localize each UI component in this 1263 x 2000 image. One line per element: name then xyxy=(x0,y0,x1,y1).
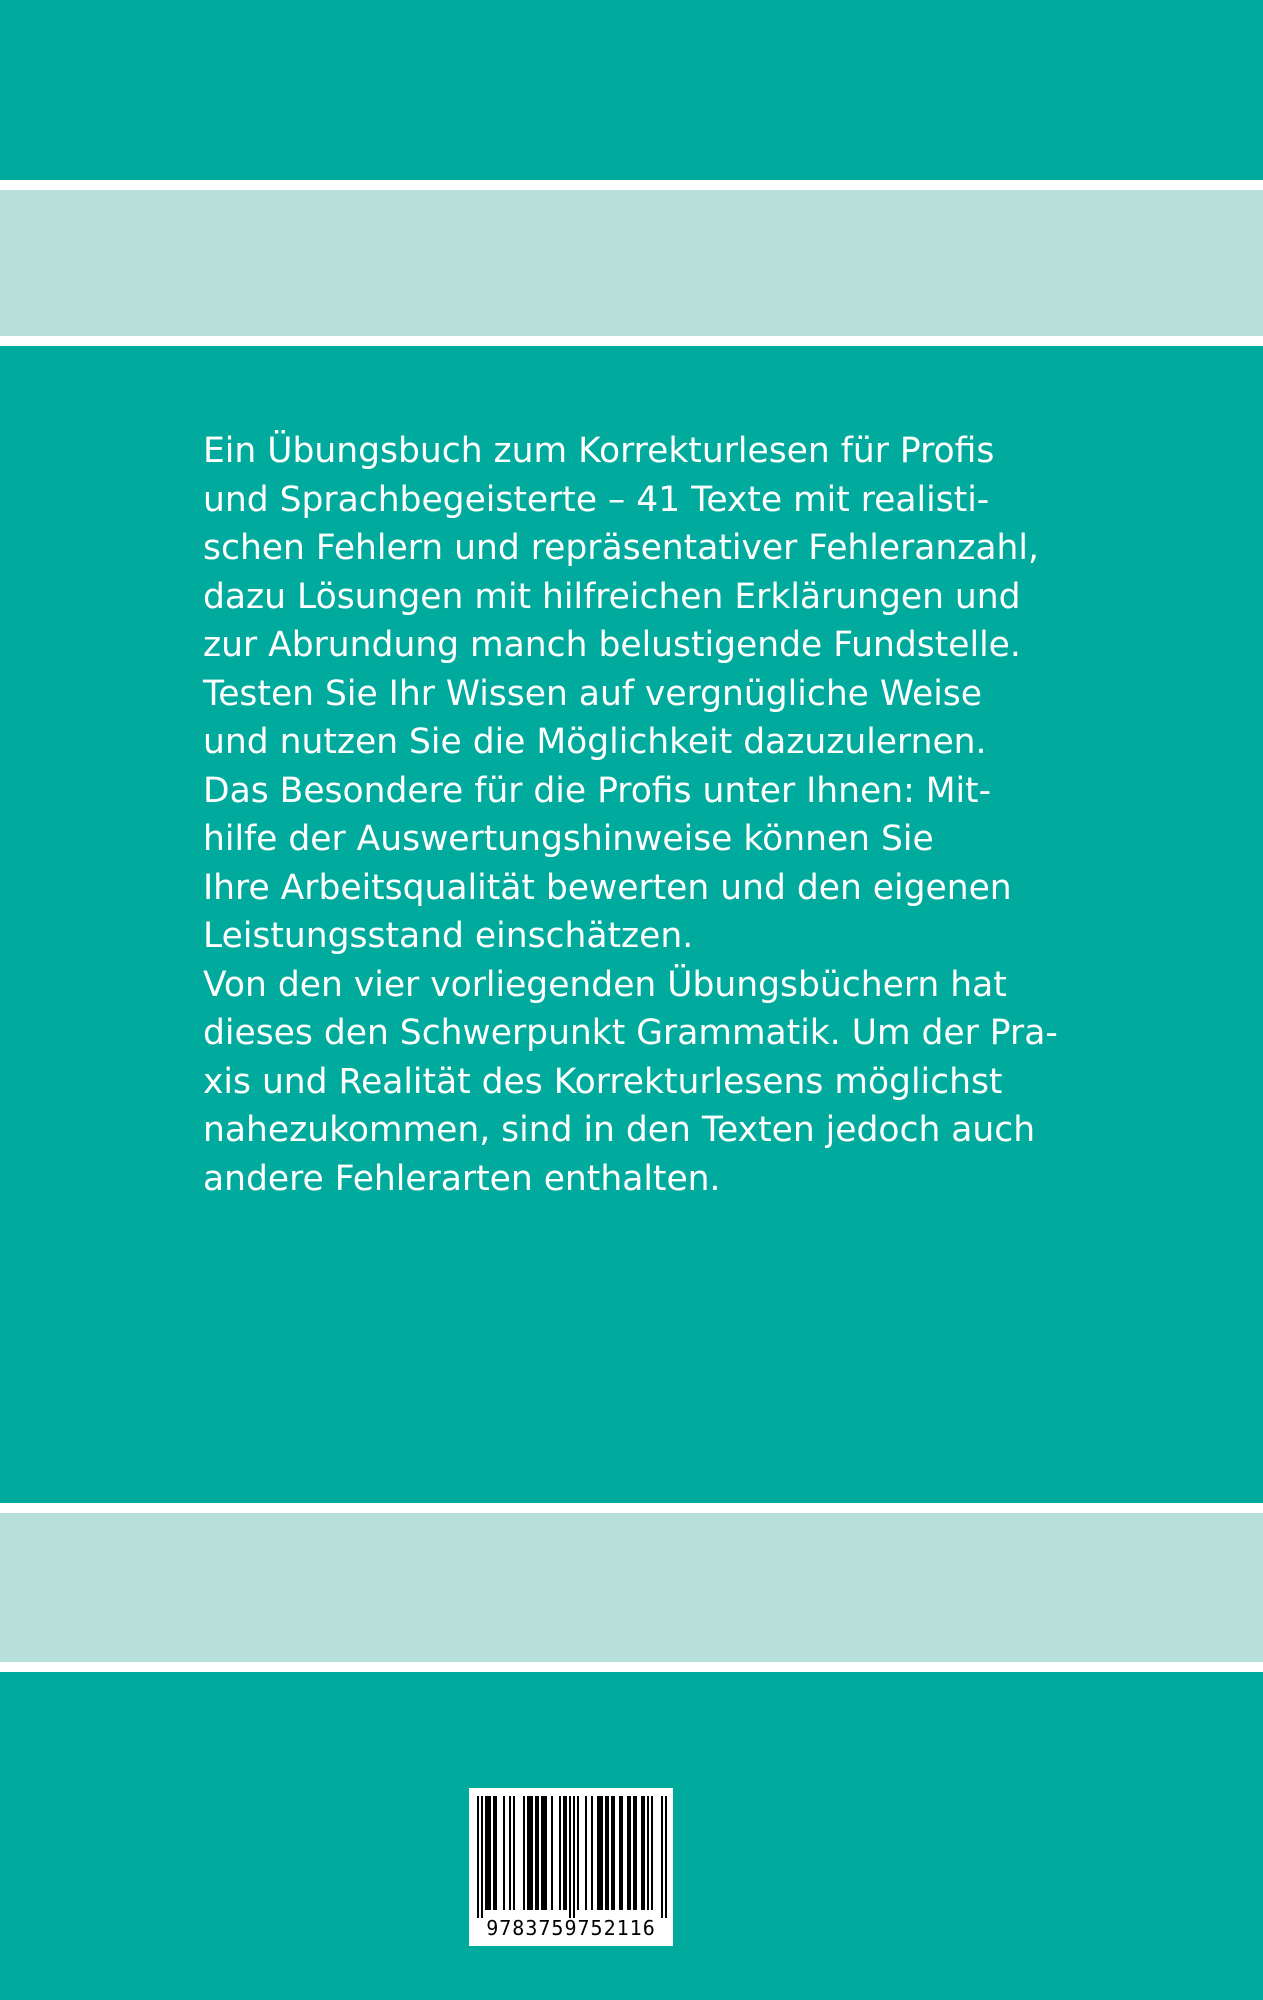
blurb-line: Testen Sie Ihr Wissen auf vergnügliche Weise xyxy=(203,673,982,714)
barcode-bar xyxy=(535,1796,537,1910)
blurb-line: Von den vier vorliegenden Übungsbüchern hat xyxy=(203,964,1007,1005)
barcode-bar xyxy=(495,1796,497,1910)
blurb-line: und Sprachbegeisterte – 41 Texte mit realisti- xyxy=(203,479,990,520)
barcode-bar xyxy=(611,1796,613,1910)
blurb-line: Leistungsstand einschätzen. xyxy=(203,916,694,956)
barcode-bars xyxy=(469,1788,673,1918)
blurb-line: andere Fehlerarten enthalten. xyxy=(203,1158,721,1199)
blurb-line: Das Besondere für die Profis unter Ihnen: Mit- xyxy=(203,770,992,811)
blurb-line: und nutzen Sie die Möglichkeit dazuzulernen. xyxy=(203,722,987,762)
barcode-bar xyxy=(635,1796,637,1910)
barcode-bar xyxy=(477,1796,479,1918)
barcode-bar xyxy=(607,1796,609,1910)
barcode-bar xyxy=(577,1796,579,1910)
bottom-band-white-lower xyxy=(0,1662,1263,1672)
barcode-bar xyxy=(585,1796,587,1910)
barcode-bar xyxy=(531,1796,533,1910)
blurb-line: Ihre Arbeitsqualität bewerten und den eigenen xyxy=(203,867,1012,908)
blurb-line: xis und Realität des Korrekturlesens möglichst xyxy=(203,1061,1003,1102)
top-band-light xyxy=(0,190,1263,336)
barcode-bar xyxy=(619,1796,621,1910)
blurb-line: Ein Übungsbuch zum Korrekturlesen für Profis xyxy=(203,431,995,471)
barcode-bar xyxy=(537,1796,539,1910)
barcode-bar xyxy=(621,1796,623,1910)
barcode-bar xyxy=(489,1796,491,1910)
barcode-bar xyxy=(545,1796,547,1910)
blurb-line: schen Fehlern und repräsentativer Fehleranzahl, xyxy=(203,528,1039,568)
barcode-bar xyxy=(529,1796,531,1910)
barcode-bar xyxy=(597,1796,599,1910)
barcode-bar xyxy=(569,1796,571,1918)
barcode-bar xyxy=(665,1796,667,1918)
barcode-bar xyxy=(493,1796,495,1910)
top-band-white-lower xyxy=(0,336,1263,346)
barcode-bar xyxy=(563,1796,565,1910)
blurb-line: zur Abrundung manch belustigende Fundstelle. xyxy=(203,625,1021,665)
blurb-line: nahezukommen, sind in den Texten jedoch auch xyxy=(203,1110,1036,1150)
bottom-band-white-upper xyxy=(0,1503,1263,1513)
blurb-line: hilfe der Auswertungshinweise können Sie xyxy=(203,819,934,859)
barcode-bar xyxy=(627,1796,629,1910)
barcode-bar xyxy=(633,1796,635,1910)
barcode-bar xyxy=(605,1796,607,1910)
blurb-line: dieses den Schwerpunkt Grammatik. Um der Pra- xyxy=(203,1013,1058,1053)
blurb-line: dazu Lösungen mit hilfreichen Erklärungen und xyxy=(203,576,1021,617)
barcode-bar xyxy=(559,1796,561,1910)
bottom-band-light xyxy=(0,1513,1263,1662)
barcode-bar xyxy=(641,1796,643,1910)
barcode-bar xyxy=(551,1796,553,1910)
barcode-bar xyxy=(503,1796,505,1910)
barcode-bar xyxy=(613,1796,615,1910)
barcode-bar xyxy=(599,1796,601,1910)
barcode-bar xyxy=(509,1796,511,1910)
barcode-bar xyxy=(543,1796,545,1910)
barcode-bar xyxy=(661,1796,663,1918)
barcode-bar xyxy=(541,1796,543,1910)
barcode-bar xyxy=(643,1796,645,1910)
barcode-bar xyxy=(513,1796,515,1910)
barcode-bar xyxy=(523,1796,525,1910)
isbn-number: 9783759752116 xyxy=(486,1916,656,1940)
barcode-bar xyxy=(591,1796,593,1910)
barcode-bar xyxy=(601,1796,603,1910)
top-band-white-upper xyxy=(0,180,1263,190)
barcode-bar xyxy=(651,1796,653,1910)
barcode-bar xyxy=(565,1796,567,1910)
barcode-bar xyxy=(573,1796,575,1918)
barcode-bar xyxy=(481,1796,483,1918)
barcode-bar xyxy=(487,1796,489,1910)
barcode-bar xyxy=(629,1796,631,1910)
barcode-bar xyxy=(527,1796,529,1910)
barcode-bar xyxy=(485,1796,487,1910)
back-cover-blurb xyxy=(203,427,1083,1203)
barcode-bar xyxy=(647,1796,649,1910)
isbn-barcode xyxy=(469,1788,673,1946)
